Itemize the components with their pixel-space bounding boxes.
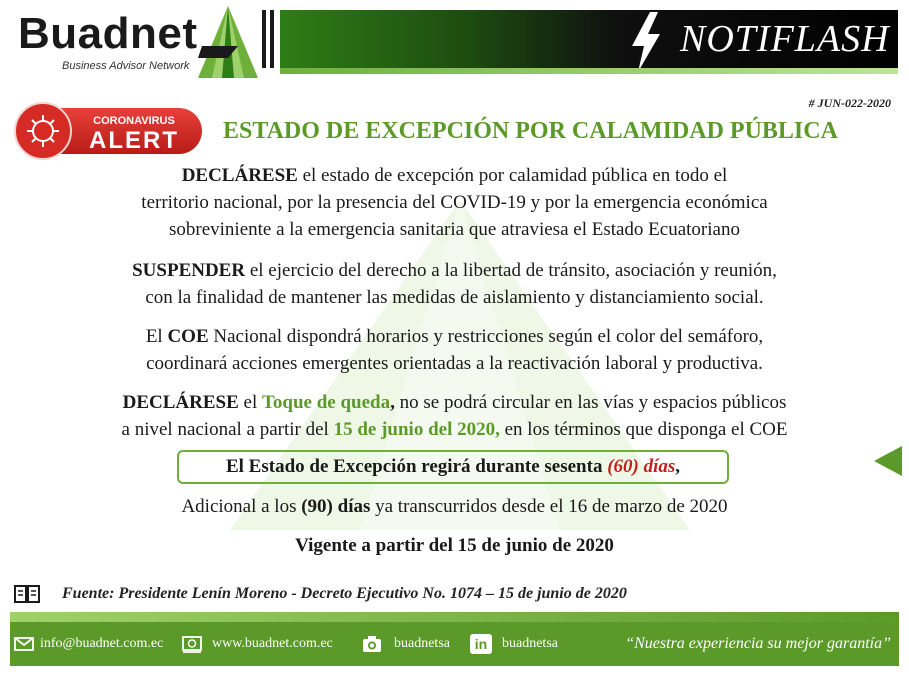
p1-line2: territorio nacional, por la presencia del COVID-19 y por la emergencia económica — [141, 192, 768, 213]
p3-line2: coordinará acciones emergentes orientadas a la reactivación laboral y productiva. — [146, 353, 763, 374]
p5-num: (90) — [301, 496, 333, 517]
p4-lead: DECLÁRESE — [122, 392, 239, 413]
p2-line1: el ejercicio del derecho a la libertad de tránsito, asociación y reunión, — [245, 260, 777, 281]
footer-slogan: “Nuestra experiencia su mejor garantía” — [625, 635, 891, 652]
p5-pre: Adicional a los — [181, 496, 302, 517]
footer-instagram-link[interactable]: buadnetsa — [394, 636, 450, 651]
email-icon — [14, 634, 34, 654]
source-citation: Fuente: Presidente Lenín Moreno - Decreto Ejecutivo No. 1074 – 15 de junio de 2020 — [62, 585, 627, 602]
paragraph-adicional — [20, 493, 889, 520]
p4-line2b: en los términos que disponga el COE — [499, 419, 788, 440]
box-days: (60) días — [607, 456, 676, 477]
p4-date: 15 de junio del 2020, — [333, 419, 500, 440]
box-text: El Estado de Excepción regirá durante sesenta — [225, 456, 608, 477]
p2-line2: con la finalidad de mantener las medidas de aislamiento y distanciamiento social. — [145, 287, 764, 308]
p5-dias: días — [337, 496, 371, 517]
p5-rest: ya transcurridos desde el 16 de marzo de 2020 — [370, 496, 728, 517]
p1-line3: sobreviniente a la emergencia sanitaria que atraviesa el Estado Ecuatoriano — [169, 219, 740, 240]
paragraph-toque-de-queda — [20, 389, 889, 443]
header-underline — [280, 68, 898, 74]
footer-accent-bar — [10, 612, 899, 622]
camera-icon — [362, 634, 382, 654]
paragraph-coe — [20, 323, 889, 377]
vigente-statement: Vigente a partir del 15 de junio de 2020 — [295, 535, 614, 556]
web-icon — [182, 634, 202, 654]
p1-line1: el estado de excepción por calamidad pública en todo el — [297, 165, 728, 186]
p4-comma: , — [390, 392, 395, 413]
footer-linkedin-link[interactable]: buadnetsa — [502, 636, 558, 651]
coronavirus-alert-badge — [14, 102, 210, 160]
triangle-marker-icon — [874, 446, 902, 476]
p2-lead: SUSPENDER — [132, 260, 246, 281]
p3-lead: COE — [167, 326, 209, 347]
book-icon — [14, 584, 40, 604]
p4-toque: Toque de queda — [261, 392, 391, 413]
brand-logo-text: Buadnet — [18, 9, 198, 58]
p4-mid1: el — [238, 392, 262, 413]
box-comma: , — [675, 456, 681, 477]
p4-rest1: no se podrá circular en las vías y espacios públicos — [394, 392, 787, 413]
paragraph-declarese-estado — [20, 162, 889, 243]
paragraph-suspender — [20, 257, 889, 311]
logo-mark-icon — [198, 6, 258, 78]
p3-line1: Nacional dispondrá horarios y restricciones según el color del semáforo, — [208, 326, 764, 347]
p1-lead: DECLÁRESE — [181, 165, 298, 186]
lightning-bolt-icon — [628, 12, 664, 72]
brand-subtitle: Business Advisor Network — [62, 60, 190, 72]
p4-line2a: a nivel nacional a partir del — [121, 419, 334, 440]
notiflash-title: NOTIFLASH — [680, 18, 890, 60]
page-title: ESTADO DE EXCEPCIÓN POR CALAMIDAD PÚBLICA — [223, 118, 838, 144]
linkedin-icon: in — [470, 634, 492, 654]
badge-line1: CORONAVIRUS — [93, 115, 175, 127]
header-divider — [270, 10, 274, 68]
badge-line2: ALERT — [89, 127, 179, 154]
p3-pre: El — [145, 326, 168, 347]
footer-email-link[interactable]: info@buadnet.com.ec — [40, 636, 164, 651]
bulletin-code: # JUN-022-2020 — [808, 96, 891, 110]
header-divider — [262, 10, 266, 68]
footer-web-link[interactable]: www.buadnet.com.ec — [212, 636, 333, 651]
duration-highlight-box — [177, 450, 729, 484]
